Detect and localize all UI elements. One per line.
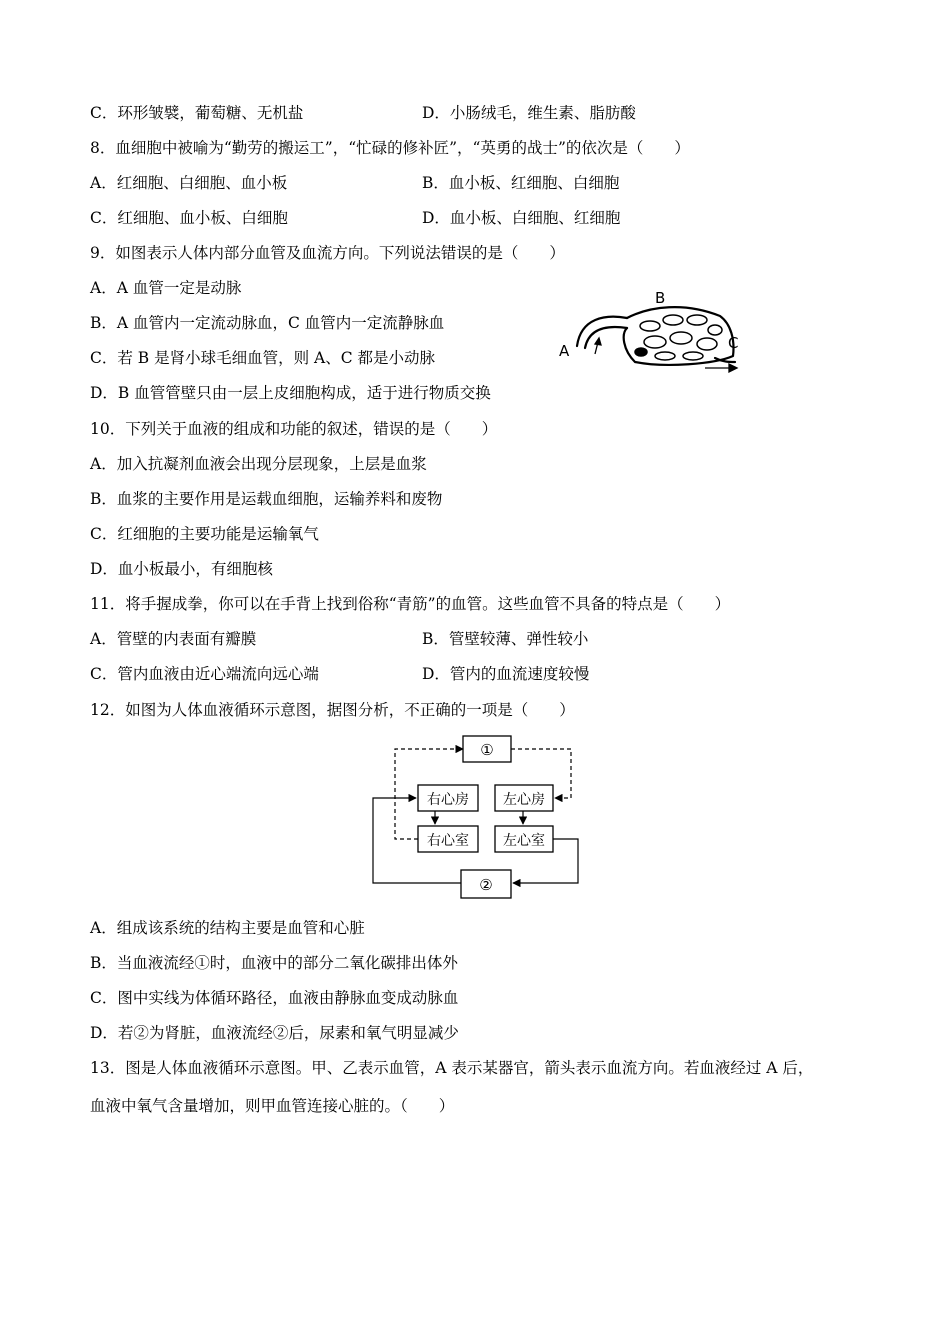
q12-option-d: D．若②为肾脏，血液流经②后，尿素和氧气明显减少 [90, 1024, 459, 1042]
q12-stem: 12．如图为人体血液循环示意图，据图分析，不正确的一项是（ ） [90, 701, 575, 719]
q9-option-b: B．A 血管内一定流动脉血，C 血管内一定流静脉血 [90, 314, 445, 332]
left-atrium-label: 左心房 [503, 792, 545, 808]
q7-option-d: D．小肠绒毛，维生素、脂肪酸 [422, 104, 636, 122]
label-c: C [728, 334, 739, 352]
q12-option-b: B．当血液流经①时，血液中的部分二氧化碳排出体外 [90, 954, 458, 972]
capillary-diagram [555, 288, 750, 376]
q13-stem-line2: 血液中氧气含量增加，则甲血管连接心脏的。（ ） [90, 1097, 455, 1115]
q10-option-a: A．加入抗凝剂血液会出现分层现象，上层是血浆 [90, 455, 427, 473]
circulation-diagram [365, 730, 585, 905]
q11-option-d: D．管内的血流速度较慢 [422, 665, 590, 683]
q11-option-b: B．管壁较薄、弹性较小 [422, 630, 589, 648]
q10-option-b: B．血浆的主要作用是运载血细胞，运输养料和废物 [90, 490, 443, 508]
q9-option-c: C．若 B 是肾小球毛细血管，则 A、C 都是小动脉 [90, 349, 436, 367]
q10-option-c: C．红细胞的主要功能是运输氧气 [90, 525, 319, 543]
q12-option-c: C．图中实线为体循环路径，血液由静脉血变成动脉血 [90, 989, 459, 1007]
q7-option-c: C．环形皱襞，葡萄糖、无机盐 [90, 104, 304, 122]
left-ventricle-label: 左心室 [503, 833, 545, 849]
q8-option-a: A．红细胞、白细胞、血小板 [90, 174, 288, 192]
q10-option-d: D．血小板最小，有细胞核 [90, 560, 273, 578]
box-1-label: ① [480, 741, 494, 759]
q11-option-c: C．管内血液由近心端流向远心端 [90, 665, 319, 683]
label-a: A [559, 342, 570, 360]
q8-option-b: B．血小板、红细胞、白细胞 [422, 174, 620, 192]
q9-stem: 9．如图表示人体内部分血管及血流方向。下列说法错误的是（ ） [90, 244, 565, 262]
q10-stem: 10．下列关于血液的组成和功能的叙述，错误的是（ ） [90, 420, 498, 438]
q9-option-d: D．B 血管管壁只由一层上皮细胞构成，适于进行物质交换 [90, 384, 491, 402]
q8-option-c: C．红细胞、血小板、白细胞 [90, 209, 288, 227]
q11-option-a: A．管壁的内表面有瓣膜 [90, 630, 257, 648]
q9-option-a: A．A 血管一定是动脉 [90, 279, 242, 297]
q12-option-a: A．组成该系统的结构主要是血管和心脏 [90, 919, 365, 937]
q8-stem: 8．血细胞中被喻为“勤劳的搬运工”，“忙碌的修补匠”，“英勇的战士”的依次是（ ） [90, 139, 690, 157]
right-ventricle-label: 右心室 [427, 833, 469, 849]
box-2-label: ② [479, 876, 493, 894]
label-b: B [655, 289, 666, 307]
q13-stem-line1: 13．图是人体血液循环示意图。甲、乙表示血管，A 表示某器官，箭头表示血流方向。若血液经过 A 后， [90, 1059, 814, 1077]
q11-stem: 11．将手握成拳，你可以在手背上找到俗称“青筋”的血管。这些血管不具备的特点是（ ） [90, 595, 731, 613]
right-atrium-label: 右心房 [427, 792, 469, 808]
q8-option-d: D．血小板、白细胞、红细胞 [422, 209, 621, 227]
